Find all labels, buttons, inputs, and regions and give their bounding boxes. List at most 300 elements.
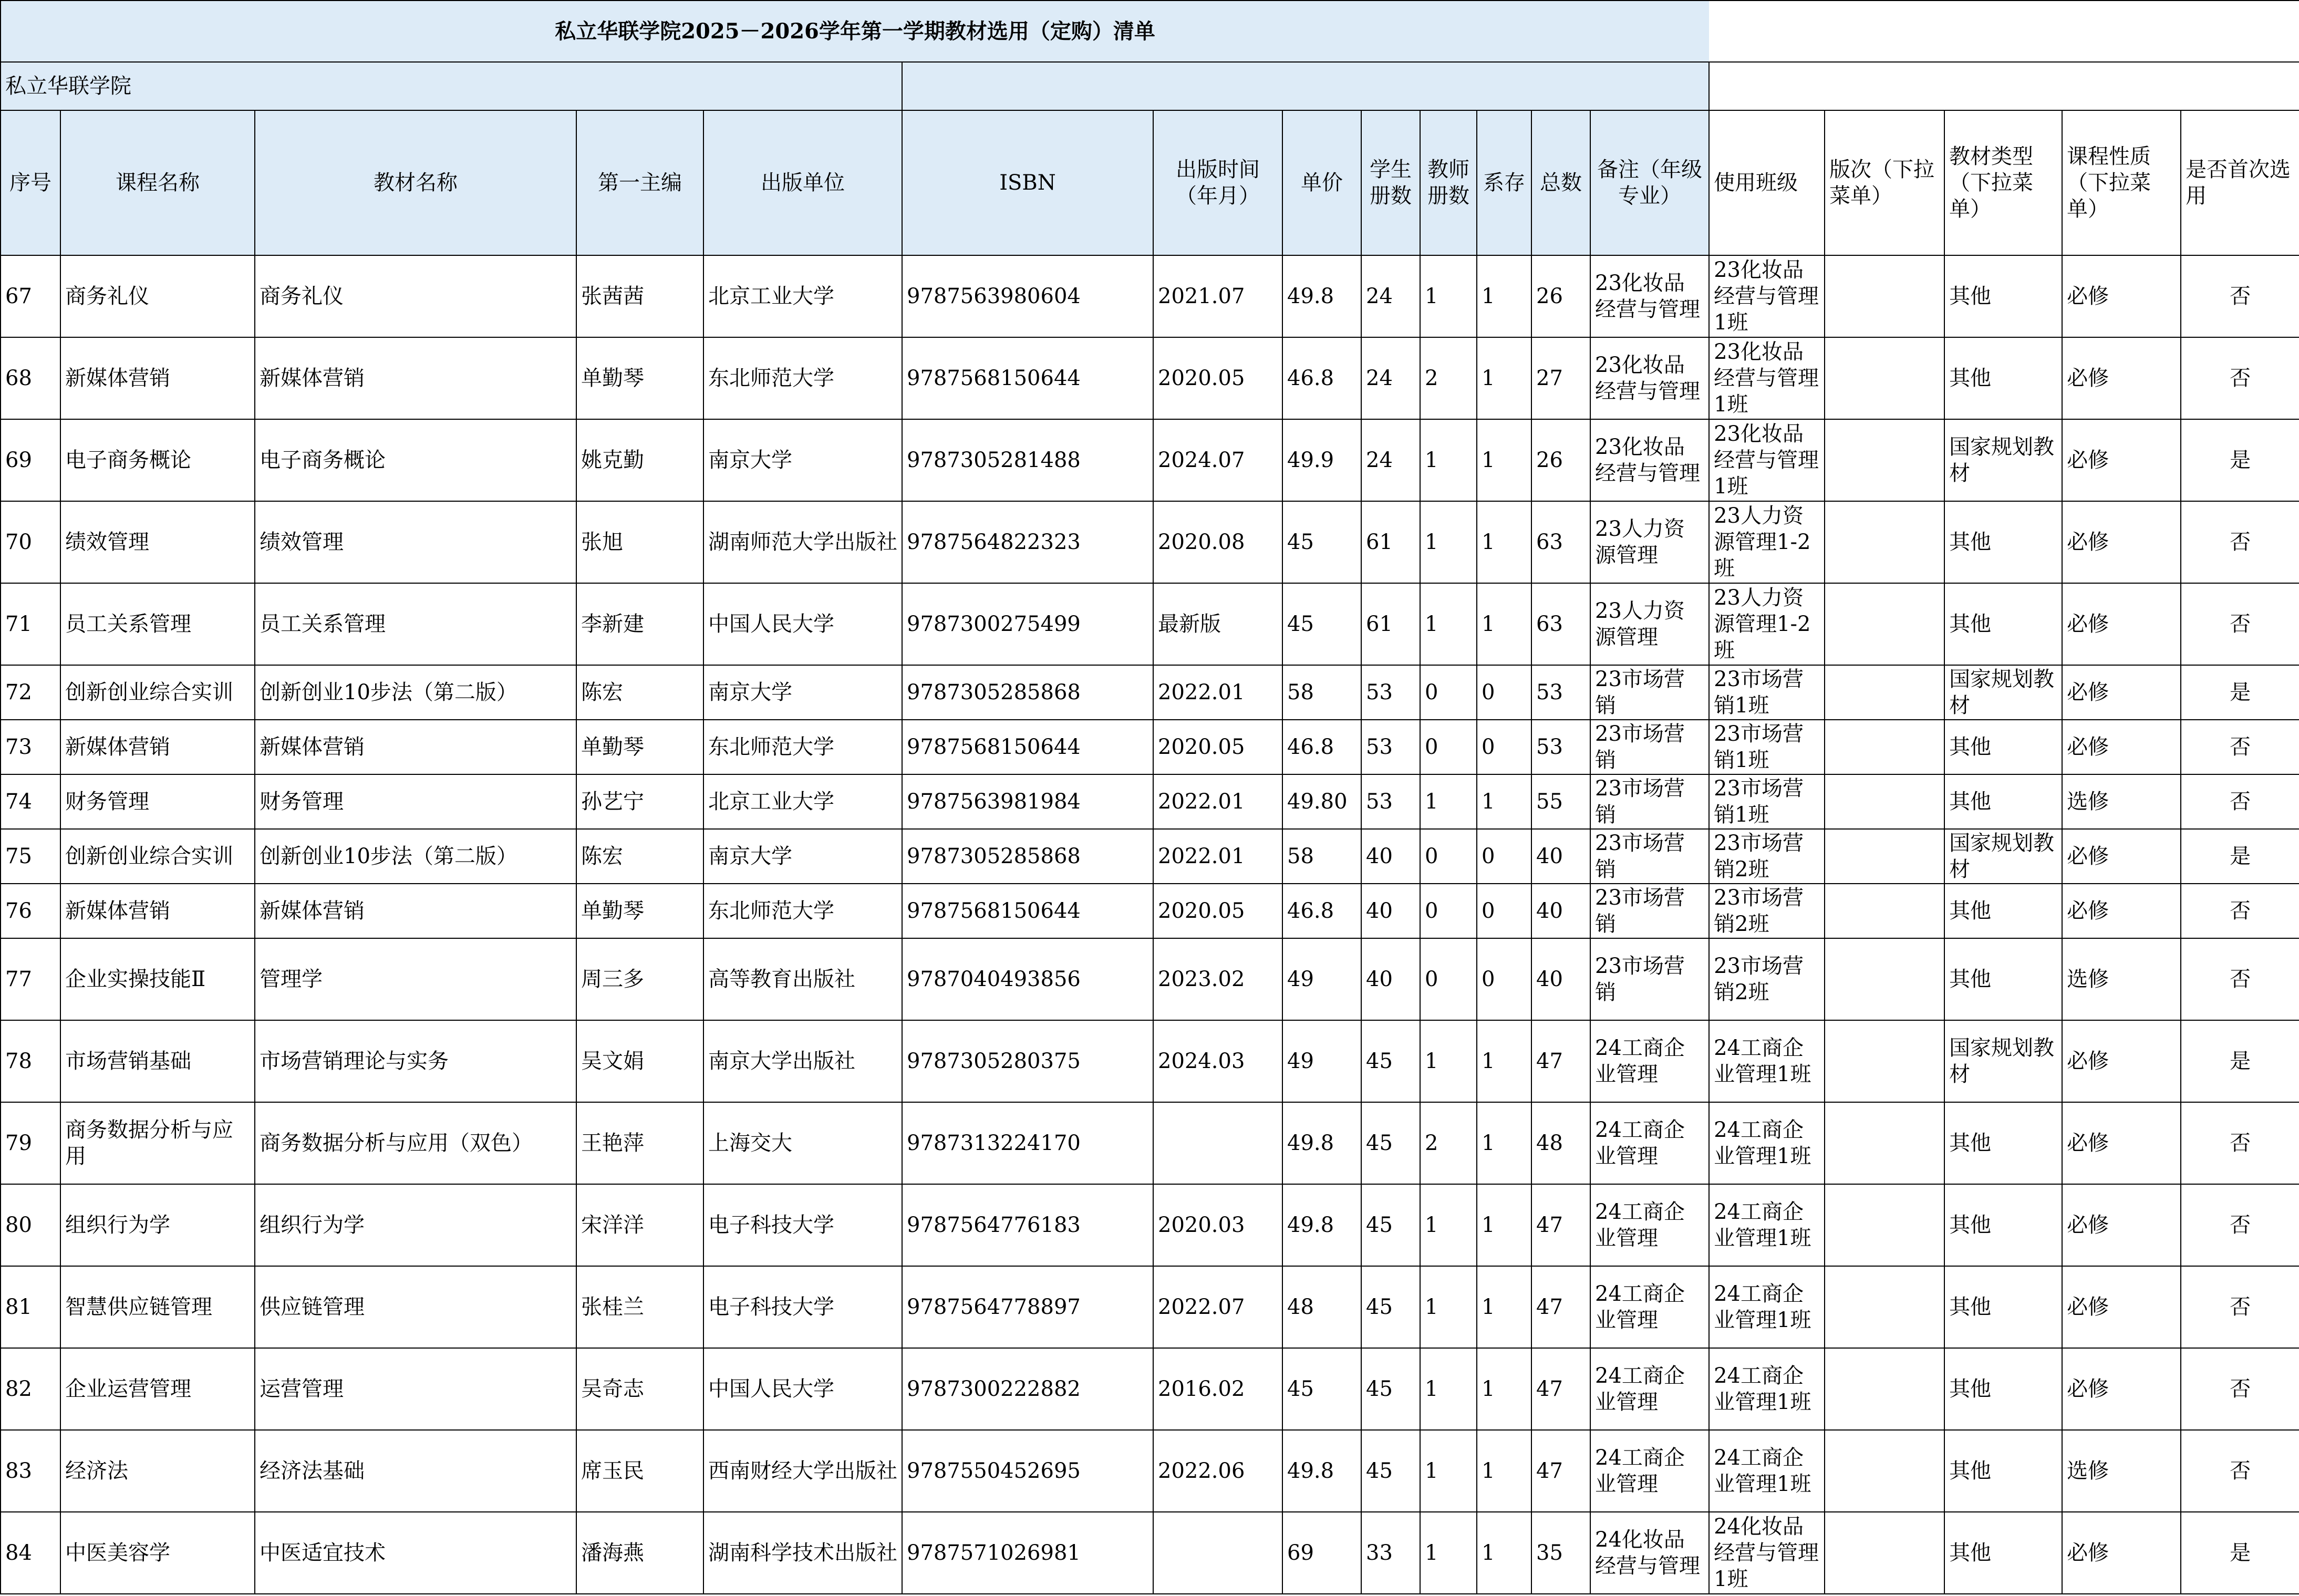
- cell-total: 47: [1531, 1348, 1590, 1430]
- cell-total: 63: [1531, 501, 1590, 583]
- cell-unit-price: 46.8: [1282, 337, 1361, 419]
- cell-textbook-type: 其他: [1944, 1184, 2062, 1266]
- cell-class: 23市场营销2班: [1709, 829, 1825, 884]
- cell-serial: 69: [1, 419, 60, 501]
- cell-publish-date: 2024.03: [1153, 1020, 1282, 1102]
- cell-chief-editor: 潘海燕: [576, 1512, 703, 1594]
- cell-serial: 71: [1, 583, 60, 665]
- cell-course-nature: 必修: [2062, 1102, 2181, 1184]
- cell-course-name: 企业运营管理: [60, 1348, 255, 1430]
- cell-publisher: 东北师范大学: [703, 720, 902, 774]
- school-row-fill: [902, 62, 1709, 110]
- cell-chief-editor: 李新建: [576, 583, 703, 665]
- cell-textbook-type: 其他: [1944, 1102, 2062, 1184]
- cell-total: 53: [1531, 665, 1590, 720]
- cell-textbook-type: 其他: [1944, 337, 2062, 419]
- cell-publish-date: 2021.07: [1153, 255, 1282, 337]
- table-row: [1, 1184, 2299, 1266]
- cell-course-nature: 必修: [2062, 1512, 2181, 1594]
- cell-unit-price: 49.8: [1282, 255, 1361, 337]
- cell-total: 47: [1531, 1184, 1590, 1266]
- cell-unit-price: 49.80: [1282, 774, 1361, 829]
- cell-edition: [1825, 337, 1944, 419]
- cell-class: 24工商企业管理1班: [1709, 1348, 1825, 1430]
- cell-textbook-type: 其他: [1944, 1512, 2062, 1594]
- cell-student-copies: 24: [1361, 419, 1420, 501]
- cell-first-selection: 否: [2181, 1184, 2299, 1266]
- header-serial: 序号: [1, 110, 60, 255]
- cell-publisher: 南京大学: [703, 829, 902, 884]
- cell-unit-price: 49.8: [1282, 1184, 1361, 1266]
- cell-publish-date: 2020.05: [1153, 720, 1282, 774]
- cell-course-nature: 必修: [2062, 720, 2181, 774]
- table-row: [1, 720, 2299, 774]
- cell-teacher-copies: 2: [1420, 1102, 1477, 1184]
- cell-student-copies: 24: [1361, 337, 1420, 419]
- cell-dept-copies: 1: [1477, 1430, 1531, 1512]
- cell-serial: 75: [1, 829, 60, 884]
- cell-textbook-name: 市场营销理论与实务: [255, 1020, 576, 1102]
- header-dept-copies: 系存: [1477, 110, 1531, 255]
- cell-course-nature: 必修: [2062, 583, 2181, 665]
- cell-serial: 83: [1, 1430, 60, 1512]
- header-row: [1, 110, 2299, 255]
- cell-first-selection: 否: [2181, 1348, 2299, 1430]
- cell-publish-date: 2024.07: [1153, 419, 1282, 501]
- cell-publisher: 湖南师范大学出版社: [703, 501, 902, 583]
- cell-unit-price: 49: [1282, 1020, 1361, 1102]
- header-publish-date: 出版时间（年月）: [1153, 110, 1282, 255]
- cell-teacher-copies: 1: [1420, 1266, 1477, 1348]
- cell-textbook-type: 其他: [1944, 1348, 2062, 1430]
- cell-unit-price: 58: [1282, 665, 1361, 720]
- cell-remark: 23市场营销: [1590, 665, 1709, 720]
- cell-course-nature: 必修: [2062, 1184, 2181, 1266]
- cell-teacher-copies: 1: [1420, 419, 1477, 501]
- cell-course-name: 经济法: [60, 1430, 255, 1512]
- cell-isbn: 9787564776183: [902, 1184, 1153, 1266]
- cell-dept-copies: 1: [1477, 1102, 1531, 1184]
- cell-remark: 23化妆品经营与管理: [1590, 419, 1709, 501]
- cell-total: 48: [1531, 1102, 1590, 1184]
- cell-publisher: 南京大学: [703, 419, 902, 501]
- cell-student-copies: 45: [1361, 1430, 1420, 1512]
- cell-course-nature: 必修: [2062, 829, 2181, 884]
- table-row: [1, 665, 2299, 720]
- cell-chief-editor: 陈宏: [576, 829, 703, 884]
- cell-teacher-copies: 1: [1420, 255, 1477, 337]
- cell-isbn: 9787305285868: [902, 665, 1153, 720]
- cell-class: 23市场营销1班: [1709, 774, 1825, 829]
- cell-student-copies: 53: [1361, 665, 1420, 720]
- cell-edition: [1825, 720, 1944, 774]
- cell-student-copies: 53: [1361, 774, 1420, 829]
- cell-textbook-name: 财务管理: [255, 774, 576, 829]
- cell-textbook-name: 商务数据分析与应用（双色）: [255, 1102, 576, 1184]
- cell-publisher: 北京工业大学: [703, 255, 902, 337]
- cell-course-nature: 选修: [2062, 774, 2181, 829]
- cell-remark: 23市场营销: [1590, 829, 1709, 884]
- cell-remark: 24工商企业管理: [1590, 1430, 1709, 1512]
- cell-textbook-name: 员工关系管理: [255, 583, 576, 665]
- cell-class: 23人力资源管理1-2班: [1709, 501, 1825, 583]
- cell-textbook-name: 创新创业10步法（第二版）: [255, 665, 576, 720]
- cell-course-nature: 必修: [2062, 501, 2181, 583]
- cell-textbook-name: 经济法基础: [255, 1430, 576, 1512]
- cell-serial: 80: [1, 1184, 60, 1266]
- cell-publish-date: 最新版: [1153, 583, 1282, 665]
- cell-isbn: 9787040493856: [902, 938, 1153, 1020]
- cell-teacher-copies: 1: [1420, 1512, 1477, 1594]
- table-row: [1, 938, 2299, 1020]
- cell-unit-price: 69: [1282, 1512, 1361, 1594]
- cell-dept-copies: 1: [1477, 419, 1531, 501]
- cell-first-selection: 否: [2181, 1430, 2299, 1512]
- cell-remark: 24工商企业管理: [1590, 1102, 1709, 1184]
- cell-edition: [1825, 1020, 1944, 1102]
- cell-class: 24工商企业管理1班: [1709, 1266, 1825, 1348]
- cell-publish-date: 2022.07: [1153, 1266, 1282, 1348]
- cell-unit-price: 45: [1282, 1348, 1361, 1430]
- table-row: [1, 1430, 2299, 1512]
- cell-textbook-type: 国家规划教材: [1944, 665, 2062, 720]
- cell-dept-copies: 1: [1477, 1184, 1531, 1266]
- cell-class: 23化妆品经营与管理1班: [1709, 337, 1825, 419]
- cell-course-nature: 必修: [2062, 337, 2181, 419]
- cell-serial: 78: [1, 1020, 60, 1102]
- cell-dept-copies: 0: [1477, 938, 1531, 1020]
- cell-student-copies: 45: [1361, 1266, 1420, 1348]
- cell-chief-editor: 单勤琴: [576, 884, 703, 938]
- cell-total: 40: [1531, 938, 1590, 1020]
- cell-serial: 72: [1, 665, 60, 720]
- cell-isbn: 9787305280375: [902, 1020, 1153, 1102]
- cell-publisher: 上海交大: [703, 1102, 902, 1184]
- cell-class: 23市场营销2班: [1709, 938, 1825, 1020]
- cell-dept-copies: 1: [1477, 1020, 1531, 1102]
- cell-student-copies: 45: [1361, 1102, 1420, 1184]
- cell-edition: [1825, 1430, 1944, 1512]
- cell-teacher-copies: 1: [1420, 1184, 1477, 1266]
- cell-edition: [1825, 583, 1944, 665]
- cell-remark: 24工商企业管理: [1590, 1020, 1709, 1102]
- cell-isbn: 9787564778897: [902, 1266, 1153, 1348]
- cell-publisher: 电子科技大学: [703, 1266, 902, 1348]
- cell-publish-date: 2022.01: [1153, 665, 1282, 720]
- cell-publish-date: 2023.02: [1153, 938, 1282, 1020]
- cell-class: 23市场营销1班: [1709, 720, 1825, 774]
- cell-dept-copies: 1: [1477, 583, 1531, 665]
- cell-student-copies: 24: [1361, 255, 1420, 337]
- cell-total: 55: [1531, 774, 1590, 829]
- header-student-copies: 学生册数: [1361, 110, 1420, 255]
- header-textbook-name: 教材名称: [255, 110, 576, 255]
- cell-edition: [1825, 1266, 1944, 1348]
- cell-dept-copies: 0: [1477, 665, 1531, 720]
- cell-textbook-type: 其他: [1944, 884, 2062, 938]
- cell-edition: [1825, 1102, 1944, 1184]
- cell-edition: [1825, 665, 1944, 720]
- cell-student-copies: 33: [1361, 1512, 1420, 1594]
- cell-edition: [1825, 1348, 1944, 1430]
- cell-remark: 23人力资源管理: [1590, 501, 1709, 583]
- cell-publisher: 东北师范大学: [703, 337, 902, 419]
- cell-class: 23人力资源管理1-2班: [1709, 583, 1825, 665]
- cell-course-nature: 必修: [2062, 255, 2181, 337]
- cell-serial: 82: [1, 1348, 60, 1430]
- cell-course-nature: 必修: [2062, 1348, 2181, 1430]
- cell-publisher: 湖南科学技术出版社: [703, 1512, 902, 1594]
- cell-publisher: 南京大学: [703, 665, 902, 720]
- cell-dept-copies: 1: [1477, 255, 1531, 337]
- cell-isbn: 9787568150644: [902, 337, 1153, 419]
- cell-edition: [1825, 1512, 1944, 1594]
- cell-first-selection: 是: [2181, 665, 2299, 720]
- cell-unit-price: 45: [1282, 583, 1361, 665]
- cell-textbook-type: 其他: [1944, 1430, 2062, 1512]
- cell-class: 23市场营销2班: [1709, 884, 1825, 938]
- cell-serial: 68: [1, 337, 60, 419]
- cell-class: 24工商企业管理1班: [1709, 1184, 1825, 1266]
- cell-first-selection: 否: [2181, 774, 2299, 829]
- cell-course-nature: 必修: [2062, 884, 2181, 938]
- cell-student-copies: 40: [1361, 884, 1420, 938]
- cell-course-nature: 必修: [2062, 1266, 2181, 1348]
- cell-course-name: 商务数据分析与应用: [60, 1102, 255, 1184]
- cell-edition: [1825, 774, 1944, 829]
- header-course-name: 课程名称: [60, 110, 255, 255]
- cell-student-copies: 45: [1361, 1020, 1420, 1102]
- cell-textbook-type: 其他: [1944, 583, 2062, 665]
- cell-dept-copies: 1: [1477, 1266, 1531, 1348]
- cell-course-name: 新媒体营销: [60, 720, 255, 774]
- cell-dept-copies: 1: [1477, 501, 1531, 583]
- cell-textbook-name: 绩效管理: [255, 501, 576, 583]
- cell-teacher-copies: 1: [1420, 1020, 1477, 1102]
- cell-textbook-name: 新媒体营销: [255, 337, 576, 419]
- header-chief-editor: 第一主编: [576, 110, 703, 255]
- cell-teacher-copies: 0: [1420, 665, 1477, 720]
- cell-teacher-copies: 1: [1420, 1430, 1477, 1512]
- header-first-selection: 是否首次选用: [2181, 110, 2299, 255]
- cell-course-name: 绩效管理: [60, 501, 255, 583]
- cell-publisher: 西南财经大学出版社: [703, 1430, 902, 1512]
- cell-student-copies: 61: [1361, 501, 1420, 583]
- cell-teacher-copies: 0: [1420, 884, 1477, 938]
- cell-remark: 23市场营销: [1590, 884, 1709, 938]
- cell-course-name: 创新创业综合实训: [60, 829, 255, 884]
- header-textbook-type: 教材类型（下拉菜单）: [1944, 110, 2062, 255]
- header-total: 总数: [1531, 110, 1590, 255]
- cell-unit-price: 46.8: [1282, 720, 1361, 774]
- cell-textbook-type: 国家规划教材: [1944, 1020, 2062, 1102]
- cell-first-selection: 否: [2181, 938, 2299, 1020]
- cell-isbn: 9787305281488: [902, 419, 1153, 501]
- cell-course-name: 新媒体营销: [60, 337, 255, 419]
- cell-textbook-type: 其他: [1944, 501, 2062, 583]
- cell-publish-date: 2020.03: [1153, 1184, 1282, 1266]
- cell-textbook-type: 国家规划教材: [1944, 829, 2062, 884]
- cell-remark: 23人力资源管理: [1590, 583, 1709, 665]
- table-row: [1, 501, 2299, 583]
- cell-chief-editor: 单勤琴: [576, 720, 703, 774]
- cell-publisher: 电子科技大学: [703, 1184, 902, 1266]
- cell-first-selection: 否: [2181, 501, 2299, 583]
- cell-edition: [1825, 501, 1944, 583]
- cell-isbn: 9787563981984: [902, 774, 1153, 829]
- header-unit-price: 单价: [1282, 110, 1361, 255]
- cell-textbook-name: 中医适宜技术: [255, 1512, 576, 1594]
- cell-class: 24工商企业管理1班: [1709, 1020, 1825, 1102]
- cell-edition: [1825, 829, 1944, 884]
- cell-course-name: 电子商务概论: [60, 419, 255, 501]
- table-row: [1, 255, 2299, 337]
- cell-serial: 74: [1, 774, 60, 829]
- cell-course-name: 商务礼仪: [60, 255, 255, 337]
- cell-publisher: 高等教育出版社: [703, 938, 902, 1020]
- cell-chief-editor: 孙艺宁: [576, 774, 703, 829]
- header-teacher-copies: 教师册数: [1420, 110, 1477, 255]
- cell-unit-price: 49.8: [1282, 1430, 1361, 1512]
- cell-textbook-type: 其他: [1944, 938, 2062, 1020]
- cell-publisher: 中国人民大学: [703, 583, 902, 665]
- cell-serial: 76: [1, 884, 60, 938]
- cell-isbn: 9787571026981: [902, 1512, 1153, 1594]
- cell-teacher-copies: 1: [1420, 501, 1477, 583]
- cell-chief-editor: 宋洋洋: [576, 1184, 703, 1266]
- cell-serial: 79: [1, 1102, 60, 1184]
- cell-remark: 24工商企业管理: [1590, 1348, 1709, 1430]
- cell-publish-date: 2022.01: [1153, 829, 1282, 884]
- cell-first-selection: 否: [2181, 1266, 2299, 1348]
- cell-textbook-name: 新媒体营销: [255, 720, 576, 774]
- cell-course-nature: 必修: [2062, 665, 2181, 720]
- cell-isbn: 9787563980604: [902, 255, 1153, 337]
- cell-publish-date: 2020.05: [1153, 884, 1282, 938]
- cell-unit-price: 45: [1282, 501, 1361, 583]
- cell-dept-copies: 1: [1477, 337, 1531, 419]
- header-remark: 备注（年级专业）: [1590, 110, 1709, 255]
- cell-first-selection: 是: [2181, 1020, 2299, 1102]
- cell-serial: 73: [1, 720, 60, 774]
- cell-serial: 67: [1, 255, 60, 337]
- table-row: [1, 1348, 2299, 1430]
- cell-student-copies: 45: [1361, 1184, 1420, 1266]
- school-row-blank: [1709, 62, 2299, 110]
- cell-chief-editor: 陈宏: [576, 665, 703, 720]
- cell-chief-editor: 王艳萍: [576, 1102, 703, 1184]
- cell-textbook-type: 其他: [1944, 774, 2062, 829]
- table-row: [1, 1102, 2299, 1184]
- cell-teacher-copies: 0: [1420, 938, 1477, 1020]
- cell-class: 24工商企业管理1班: [1709, 1102, 1825, 1184]
- table-row: [1, 829, 2299, 884]
- cell-textbook-name: 电子商务概论: [255, 419, 576, 501]
- cell-dept-copies: 1: [1477, 1348, 1531, 1430]
- cell-publisher: 南京大学出版社: [703, 1020, 902, 1102]
- cell-first-selection: 否: [2181, 1102, 2299, 1184]
- cell-course-name: 智慧供应链管理: [60, 1266, 255, 1348]
- header-isbn: ISBN: [902, 110, 1153, 255]
- cell-total: 40: [1531, 829, 1590, 884]
- cell-serial: 81: [1, 1266, 60, 1348]
- cell-first-selection: 否: [2181, 884, 2299, 938]
- cell-chief-editor: 周三多: [576, 938, 703, 1020]
- cell-course-nature: 选修: [2062, 938, 2181, 1020]
- cell-remark: 23市场营销: [1590, 720, 1709, 774]
- cell-publisher: 中国人民大学: [703, 1348, 902, 1430]
- cell-publish-date: 2020.05: [1153, 337, 1282, 419]
- cell-unit-price: 49.9: [1282, 419, 1361, 501]
- cell-textbook-name: 创新创业10步法（第二版）: [255, 829, 576, 884]
- table-row: [1, 1512, 2299, 1594]
- cell-textbook-name: 商务礼仪: [255, 255, 576, 337]
- cell-dept-copies: 0: [1477, 884, 1531, 938]
- cell-publisher: 北京工业大学: [703, 774, 902, 829]
- cell-textbook-type: 国家规划教材: [1944, 419, 2062, 501]
- cell-total: 47: [1531, 1430, 1590, 1512]
- cell-chief-editor: 张茜茜: [576, 255, 703, 337]
- cell-class: 24化妆品经营与管理1班: [1709, 1512, 1825, 1594]
- cell-isbn: 9787300275499: [902, 583, 1153, 665]
- cell-first-selection: 是: [2181, 1512, 2299, 1594]
- cell-teacher-copies: 1: [1420, 1348, 1477, 1430]
- school-name: 私立华联学院: [1, 62, 902, 110]
- cell-total: 47: [1531, 1266, 1590, 1348]
- cell-publish-date: 2016.02: [1153, 1348, 1282, 1430]
- cell-class: 23化妆品经营与管理1班: [1709, 419, 1825, 501]
- cell-remark: 24工商企业管理: [1590, 1184, 1709, 1266]
- sheet-title: 私立华联学院2025－2026学年第一学期教材选用（定购）清单: [1, 1, 1709, 62]
- cell-class: 23化妆品经营与管理1班: [1709, 255, 1825, 337]
- cell-isbn: 9787300222882: [902, 1348, 1153, 1430]
- cell-total: 40: [1531, 884, 1590, 938]
- cell-publisher: 东北师范大学: [703, 884, 902, 938]
- cell-unit-price: 58: [1282, 829, 1361, 884]
- table-row: [1, 419, 2299, 501]
- cell-course-name: 员工关系管理: [60, 583, 255, 665]
- cell-remark: 23市场营销: [1590, 774, 1709, 829]
- cell-edition: [1825, 1184, 1944, 1266]
- cell-chief-editor: 张旭: [576, 501, 703, 583]
- cell-textbook-name: 供应链管理: [255, 1266, 576, 1348]
- cell-total: 53: [1531, 720, 1590, 774]
- cell-first-selection: 是: [2181, 829, 2299, 884]
- cell-student-copies: 45: [1361, 1348, 1420, 1430]
- table-body: [1, 255, 2299, 1594]
- cell-total: 35: [1531, 1512, 1590, 1594]
- cell-student-copies: 53: [1361, 720, 1420, 774]
- cell-serial: 84: [1, 1512, 60, 1594]
- cell-textbook-type: 其他: [1944, 720, 2062, 774]
- cell-total: 26: [1531, 255, 1590, 337]
- cell-course-name: 新媒体营销: [60, 884, 255, 938]
- cell-textbook-name: 管理学: [255, 938, 576, 1020]
- cell-total: 47: [1531, 1020, 1590, 1102]
- cell-edition: [1825, 884, 1944, 938]
- cell-textbook-type: 其他: [1944, 1266, 2062, 1348]
- cell-edition: [1825, 938, 1944, 1020]
- cell-first-selection: 否: [2181, 255, 2299, 337]
- cell-remark: 23化妆品经营与管理: [1590, 255, 1709, 337]
- cell-first-selection: 否: [2181, 337, 2299, 419]
- cell-first-selection: 是: [2181, 419, 2299, 501]
- cell-isbn: 9787305285868: [902, 829, 1153, 884]
- cell-chief-editor: 张桂兰: [576, 1266, 703, 1348]
- cell-student-copies: 61: [1361, 583, 1420, 665]
- title-blank-cell: [1709, 1, 2299, 62]
- cell-publish-date: 2020.08: [1153, 501, 1282, 583]
